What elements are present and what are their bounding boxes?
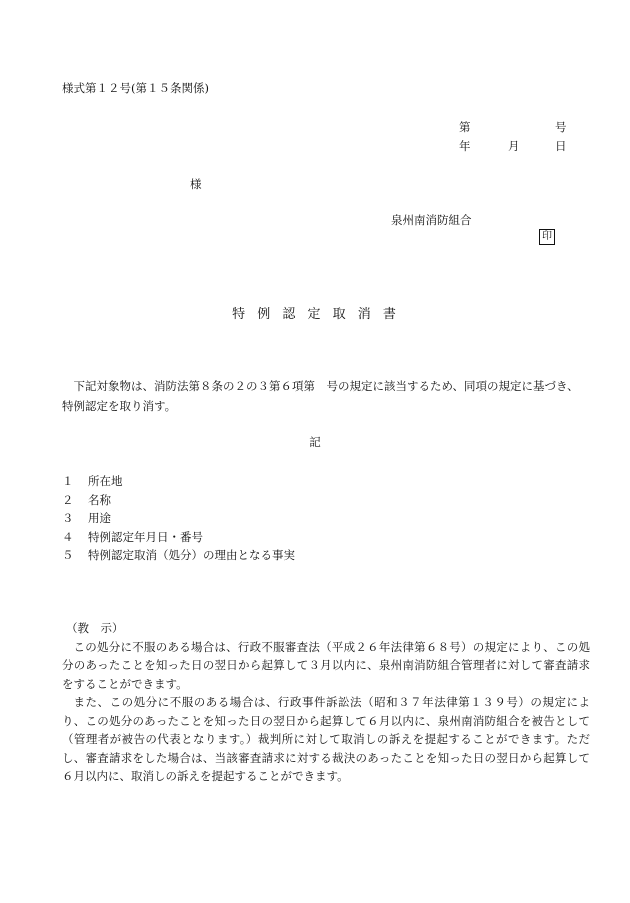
notice-section xyxy=(62,619,590,786)
form-number: 様式第１２号(第１５条関係) xyxy=(62,81,209,95)
item-label: 特例認定年月日・番号 xyxy=(88,529,203,544)
seal-stamp: 印 xyxy=(539,229,555,245)
notice-heading: （教 示） xyxy=(66,621,124,635)
item-number: ４ xyxy=(62,529,74,544)
list-item xyxy=(62,509,295,528)
list-item xyxy=(62,491,295,510)
issue-number-prefix: 第 xyxy=(459,120,471,134)
date-day-label: 日 xyxy=(555,139,567,153)
document-title: 特 例 認 定 取 消 書 xyxy=(232,307,398,322)
item-label: 名称 xyxy=(88,492,111,507)
item-label: 特例認定取消（処分）の理由となる事実 xyxy=(88,548,295,562)
body-text xyxy=(62,376,587,416)
date-year-label: 年 xyxy=(459,139,471,153)
item-label: 所在地 xyxy=(88,474,123,488)
item-number: ３ xyxy=(62,511,74,525)
list-item xyxy=(62,546,295,565)
list-item xyxy=(62,472,295,491)
ki-heading: 記 xyxy=(309,435,321,449)
item-label: 用途 xyxy=(88,511,111,525)
notice-paragraph: この処分に不服のある場合は、行政不服審査法（平成２６年法律第６８号）の規定により、この処分のあったことを知った日の翌日から起算して３月以内に、泉州南消防組合管理者に対して審査請求をすることができます。 xyxy=(62,639,590,691)
notice-paragraph: また、この処分に不服のある場合は、行政事件訴訟法（昭和３７年法律第１３９号）の規定により、この処分のあったことを知った日の翌日から起算して６月以内に、泉州南消防組合を被告として（管理者が被告の代表となります。）裁判所に対して取消しの訴えを提起することができます。ただし、審査請求をした場合は、当該審査請求に対する裁決のあったことを知った日の翌日から起算して６月以内に、取消しの訴えを提起することができます。 xyxy=(62,695,590,783)
list-item xyxy=(62,528,295,547)
item-number: ５ xyxy=(62,548,74,562)
item-number: １ xyxy=(62,474,74,488)
addressee-label: 様 xyxy=(190,177,202,191)
body-paragraph: 下記対象物は、消防法第８条の２の３第６項第 号の規定に該当するため、同項の規定に基づき、特例認定を取り消す。 xyxy=(62,379,579,413)
issue-number-suffix: 号 xyxy=(555,120,567,134)
item-list xyxy=(62,472,295,565)
issuer-name: 泉州南消防組合 xyxy=(391,213,472,227)
item-number: ２ xyxy=(62,492,74,507)
date-month-label: 月 xyxy=(508,139,520,153)
